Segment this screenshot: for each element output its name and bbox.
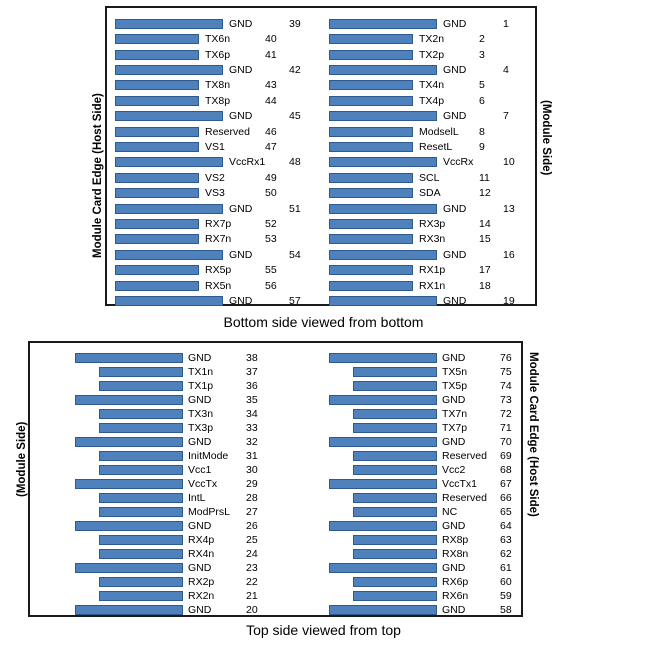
contact-pad (115, 80, 199, 90)
pin-name: RX1n (419, 279, 446, 292)
contact-pad (353, 367, 437, 377)
pin-number: 8 (479, 125, 485, 138)
contact-pad (329, 521, 437, 531)
pin-name: TX6n (205, 33, 231, 46)
contact-pad (99, 493, 183, 503)
pin-row (115, 155, 311, 171)
pin-number: 66 (500, 491, 512, 504)
pin-name: RX3n (419, 233, 446, 246)
pin-row (115, 247, 311, 263)
contact-pad (115, 111, 223, 121)
pin-number: 6 (479, 94, 485, 107)
top-right-pin-column (302, 343, 520, 615)
pin-name: RX3p (419, 217, 446, 230)
contact-pad (115, 19, 223, 29)
pin-number: 33 (246, 421, 258, 434)
pin-number: 65 (500, 505, 512, 518)
pin-name: GND (229, 202, 253, 215)
pin-number: 64 (500, 519, 512, 532)
pin-number: 56 (265, 279, 277, 292)
pin-number: 73 (500, 393, 512, 406)
contact-pad (329, 188, 413, 198)
pin-number: 53 (265, 233, 277, 246)
pin-number: 24 (246, 547, 258, 560)
pin-number: 19 (503, 294, 515, 307)
pin-number: 72 (500, 407, 512, 420)
pin-number: 55 (265, 264, 277, 277)
pin-number: 49 (265, 171, 277, 184)
contact-pad (115, 234, 199, 244)
pin-row (38, 602, 266, 618)
contact-pad (115, 188, 199, 198)
pin-number: 9 (479, 140, 485, 153)
contact-pad (99, 409, 183, 419)
bottom-side-caption: Bottom side viewed from bottom (223, 314, 424, 330)
pin-number: 27 (246, 505, 258, 518)
contact-pad (99, 507, 183, 517)
contact-pad (329, 173, 413, 183)
pin-number: 3 (479, 48, 485, 61)
pin-name: TX8n (205, 79, 231, 92)
pin-number: 2 (479, 33, 485, 46)
contact-pad (329, 250, 437, 260)
pin-number: 51 (289, 202, 301, 215)
contact-pad (75, 479, 183, 489)
contact-pad (115, 173, 199, 183)
contact-pad (99, 577, 183, 587)
pin-name: RX8n (442, 547, 469, 560)
pin-row (329, 139, 529, 155)
pin-row (329, 108, 529, 124)
contact-pad (329, 437, 437, 447)
pin-name: RX7n (205, 233, 232, 246)
pin-row (115, 278, 311, 294)
pin-name: GND (442, 519, 466, 532)
pin-row (115, 47, 311, 63)
contact-pad (329, 96, 413, 106)
pin-name: GND (442, 435, 466, 448)
pin-number: 32 (246, 435, 258, 448)
pin-name: RX1p (419, 264, 446, 277)
pin-row (329, 278, 529, 294)
contact-pad (115, 157, 223, 167)
pin-row (329, 185, 529, 201)
pin-number: 50 (265, 187, 277, 200)
pin-number: 40 (265, 33, 277, 46)
pin-name: TX1p (188, 379, 214, 392)
pin-row (115, 170, 311, 186)
contact-pad (329, 605, 437, 615)
pin-name: GND (188, 435, 212, 448)
contact-pad (329, 479, 437, 489)
pin-number: 5 (479, 79, 485, 92)
pin-row (115, 201, 311, 217)
pin-number: 69 (500, 449, 512, 462)
top-panel-left-edge-label: (Module Side) (16, 421, 28, 497)
pin-number: 31 (246, 449, 258, 462)
pin-name: GND (443, 248, 467, 261)
pin-number: 38 (246, 351, 258, 364)
contact-pad (353, 535, 437, 545)
contact-pad (329, 563, 437, 573)
contact-pad (329, 234, 413, 244)
contact-pad (75, 563, 183, 573)
pin-row (115, 262, 311, 278)
pin-row (329, 155, 529, 171)
pin-name: SDA (419, 187, 441, 200)
pin-number: 58 (500, 603, 512, 616)
pin-name: Reserved (205, 125, 250, 138)
pin-number: 44 (265, 94, 277, 107)
pin-number: 39 (289, 17, 301, 30)
pin-name: RX6p (442, 575, 469, 588)
pin-name: VccTx1 (442, 477, 478, 490)
pin-row (115, 293, 311, 309)
pin-number: 13 (503, 202, 515, 215)
pin-name: TX7n (442, 407, 468, 420)
pin-name: TX8p (205, 94, 231, 107)
contact-pad (353, 577, 437, 587)
contact-pad (329, 111, 437, 121)
pin-number: 59 (500, 589, 512, 602)
contact-pad (99, 535, 183, 545)
pin-name: VccRx (443, 156, 474, 169)
pin-row (329, 247, 529, 263)
pin-name: GND (229, 110, 253, 123)
pin-name: GND (188, 519, 212, 532)
pin-name: GND (229, 294, 253, 307)
pin-name: RX2n (188, 589, 215, 602)
contact-pad (353, 381, 437, 391)
pin-name: GND (443, 110, 467, 123)
bottom-panel-right-edge-label: (Module Side) (540, 100, 552, 176)
pin-row (115, 62, 311, 78)
pin-number: 15 (479, 233, 491, 246)
pin-number: 74 (500, 379, 512, 392)
pin-row (329, 262, 529, 278)
pin-number: 1 (503, 17, 509, 30)
contact-pad (115, 50, 199, 60)
contact-pad (329, 281, 413, 291)
pin-row (329, 93, 529, 109)
contact-pad (329, 65, 437, 75)
pin-row (115, 139, 311, 155)
pin-row (329, 62, 529, 78)
pin-name: TX7p (442, 421, 468, 434)
pin-name: TX2n (419, 33, 445, 46)
contact-pad (329, 34, 413, 44)
contact-pad (353, 591, 437, 601)
pin-number: 75 (500, 365, 512, 378)
pin-number: 61 (500, 561, 512, 574)
top-side-caption: Top side viewed from top (246, 622, 401, 638)
pin-row (115, 216, 311, 232)
pin-name: TX3n (188, 407, 214, 420)
pin-number: 34 (246, 407, 258, 420)
pin-number: 57 (289, 294, 301, 307)
pin-row (115, 185, 311, 201)
pin-name: GND (443, 63, 467, 76)
contact-pad (115, 142, 199, 152)
pin-name: GND (188, 393, 212, 406)
pin-name: GND (188, 561, 212, 574)
contact-pad (353, 549, 437, 559)
pin-number: 37 (246, 365, 258, 378)
pin-row (115, 93, 311, 109)
bottom-left-pin-column (115, 8, 311, 307)
contact-pad (115, 281, 199, 291)
contact-pad (115, 34, 199, 44)
pin-name: ResetL (419, 140, 453, 153)
pin-name: GND (229, 248, 253, 261)
pin-row (329, 47, 529, 63)
pin-number: 20 (246, 603, 258, 616)
pin-name: TX4p (419, 94, 445, 107)
pin-name: VS1 (205, 140, 225, 153)
contact-pad (329, 80, 413, 90)
pin-name: RX7p (205, 217, 232, 230)
contact-pad (329, 157, 437, 167)
contact-pad (115, 296, 223, 306)
contact-pad (99, 591, 183, 601)
pin-number: 45 (289, 110, 301, 123)
pin-name: TX5p (442, 379, 468, 392)
top-left-pin-column (38, 343, 266, 615)
pin-row (329, 31, 529, 47)
pin-name: RX8p (442, 533, 469, 546)
contact-pad (99, 451, 183, 461)
contact-pad (99, 381, 183, 391)
pin-number: 29 (246, 477, 258, 490)
pin-name: RX4p (188, 533, 215, 546)
pin-row (329, 124, 529, 140)
pin-name: Reserved (442, 449, 487, 462)
contact-pad (329, 296, 437, 306)
contact-pad (99, 367, 183, 377)
pin-number: 23 (246, 561, 258, 574)
contact-pad (115, 265, 199, 275)
pin-number: 10 (503, 156, 515, 169)
pin-number: 30 (246, 463, 258, 476)
pin-number: 54 (289, 248, 301, 261)
contact-pad (329, 204, 437, 214)
contact-pad (99, 423, 183, 433)
pin-name: TX3p (188, 421, 214, 434)
contact-pad (75, 605, 183, 615)
pin-name: GND (229, 17, 253, 30)
contact-pad (99, 549, 183, 559)
pin-number: 12 (479, 187, 491, 200)
pin-name: GND (443, 202, 467, 215)
pin-name: RX2p (188, 575, 215, 588)
pin-name: RX4n (188, 547, 215, 560)
contact-pad (75, 521, 183, 531)
pin-name: VS2 (205, 171, 225, 184)
pin-row (115, 31, 311, 47)
pin-number: 70 (500, 435, 512, 448)
pin-name: RX6n (442, 589, 469, 602)
pin-name: VS3 (205, 187, 225, 200)
pin-number: 41 (265, 48, 277, 61)
bottom-side-panel (105, 6, 537, 306)
pin-number: 22 (246, 575, 258, 588)
pin-row (115, 124, 311, 140)
pin-number: 7 (503, 110, 509, 123)
contact-pad (115, 65, 223, 75)
pin-row (329, 232, 529, 248)
pin-name: TX4n (419, 79, 445, 92)
contact-pad (353, 409, 437, 419)
pin-name: NC (442, 505, 458, 518)
pin-name: ModselL (419, 125, 459, 138)
pin-row (329, 16, 529, 32)
pin-name: IntL (188, 491, 206, 504)
bottom-panel-left-edge-label: Module Card Edge (Host Side) (92, 93, 104, 258)
pin-number: 4 (503, 63, 509, 76)
pin-name: InitMode (188, 449, 229, 462)
pin-number: 52 (265, 217, 277, 230)
contact-pad (75, 395, 183, 405)
contact-pad (353, 493, 437, 503)
top-panel-right-edge-label: Module Card Edge (Host Side) (527, 352, 539, 517)
pin-number: 11 (479, 171, 490, 184)
pin-name: Reserved (442, 491, 487, 504)
bottom-right-pin-column (329, 8, 529, 307)
pin-number: 62 (500, 547, 512, 560)
pin-name: TX2p (419, 48, 445, 61)
pin-name: VccRx1 (229, 156, 266, 169)
pin-name: TX1n (188, 365, 214, 378)
contact-pad (329, 50, 413, 60)
pin-number: 17 (479, 264, 491, 277)
contact-pad (329, 219, 413, 229)
contact-pad (353, 451, 437, 461)
pin-number: 47 (265, 140, 277, 153)
pin-row (329, 78, 529, 94)
contact-pad (115, 250, 223, 260)
pin-name: RX5p (205, 264, 232, 277)
pin-number: 67 (500, 477, 512, 490)
pin-number: 26 (246, 519, 258, 532)
pin-row (115, 108, 311, 124)
contact-pad (353, 423, 437, 433)
pin-name: GND (443, 17, 467, 30)
contact-pad (115, 96, 199, 106)
pin-number: 71 (500, 421, 512, 434)
pin-name: GND (188, 603, 212, 616)
pin-name: SCL (419, 171, 440, 184)
contact-pad (75, 437, 183, 447)
pin-number: 60 (500, 575, 512, 588)
pin-name: GND (188, 351, 212, 364)
contact-pad (329, 127, 413, 137)
pin-name: Vcc2 (442, 463, 466, 476)
contact-pad (329, 142, 413, 152)
pin-number: 36 (246, 379, 258, 392)
pin-number: 46 (265, 125, 277, 138)
pin-name: ModPrsL (188, 505, 231, 518)
pin-row (329, 201, 529, 217)
pin-number: 42 (289, 63, 301, 76)
pin-row (329, 170, 529, 186)
pin-name: GND (442, 561, 466, 574)
pin-row (302, 602, 520, 618)
contact-pad (329, 265, 413, 275)
pin-name: GND (442, 351, 466, 364)
pin-row (329, 216, 529, 232)
pin-name: GND (443, 294, 467, 307)
pin-number: 43 (265, 79, 277, 92)
contact-pad (329, 353, 437, 363)
contact-pad (329, 395, 437, 405)
contact-pad (75, 353, 183, 363)
pin-name: TX6p (205, 48, 231, 61)
pin-number: 28 (246, 491, 258, 504)
pin-number: 21 (246, 589, 258, 602)
pin-row (329, 293, 529, 309)
pin-row (115, 78, 311, 94)
pin-row (115, 232, 311, 248)
pin-name: RX5n (205, 279, 232, 292)
contact-pad (353, 507, 437, 517)
contact-pad (115, 127, 199, 137)
pin-number: 14 (479, 217, 491, 230)
pin-number: 63 (500, 533, 512, 546)
pin-number: 68 (500, 463, 512, 476)
pin-number: 35 (246, 393, 258, 406)
pin-row (115, 16, 311, 32)
pin-number: 48 (289, 156, 301, 169)
contact-pad (329, 19, 437, 29)
pin-name: GND (229, 63, 253, 76)
contact-pad (353, 465, 437, 475)
pin-name: VccTx (188, 477, 218, 490)
pin-name: GND (442, 393, 466, 406)
contact-pad (115, 219, 199, 229)
pin-name: Vcc1 (188, 463, 212, 476)
pin-name: TX5n (442, 365, 468, 378)
contact-pad (99, 465, 183, 475)
top-side-panel (28, 341, 523, 617)
pin-number: 76 (500, 351, 512, 364)
pin-name: GND (442, 603, 466, 616)
contact-pad (115, 204, 223, 214)
pin-number: 25 (246, 533, 258, 546)
pin-number: 16 (503, 248, 515, 261)
pin-number: 18 (479, 279, 491, 292)
